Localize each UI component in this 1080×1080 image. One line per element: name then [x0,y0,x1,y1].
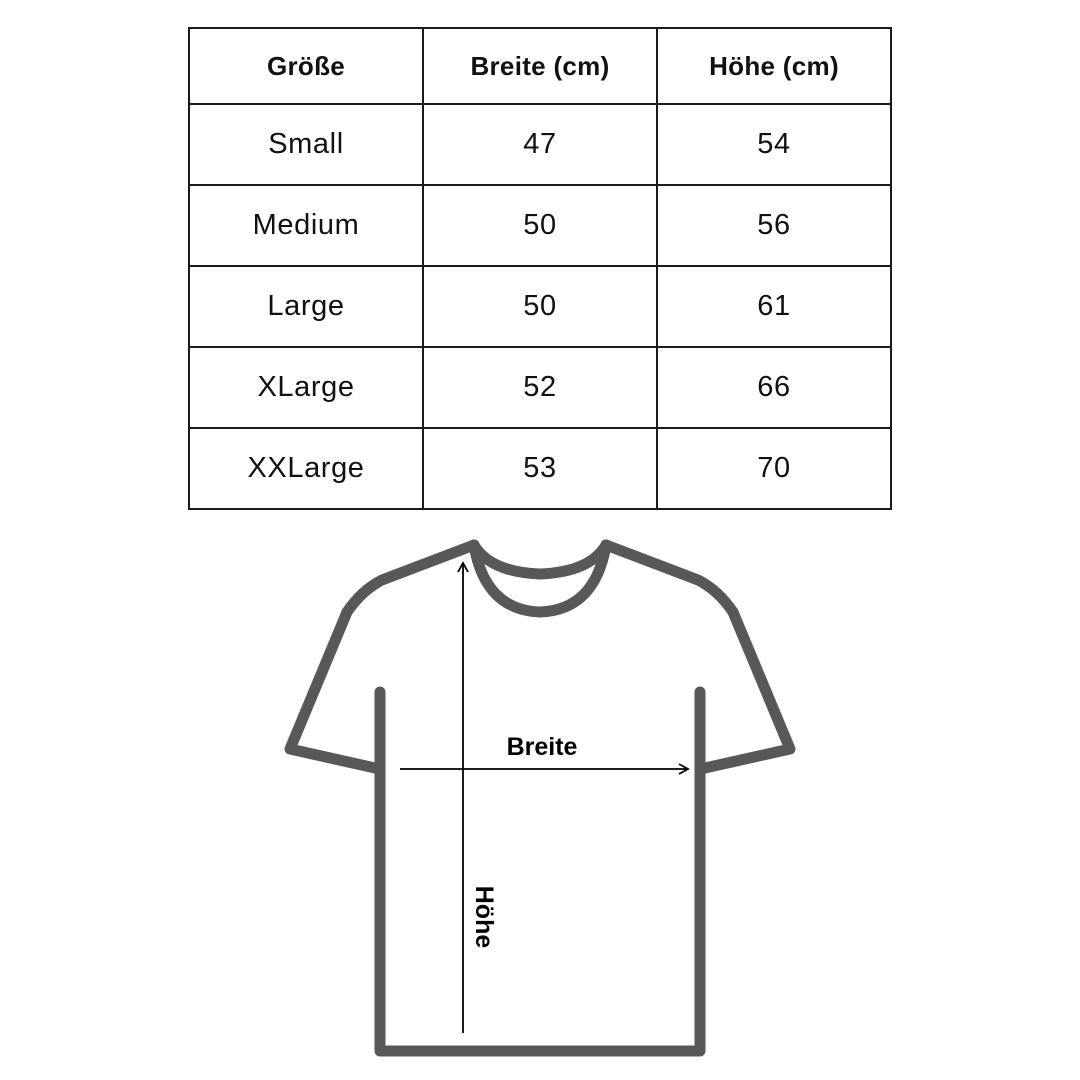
cell-height: 61 [657,266,891,347]
cell-width: 50 [423,266,657,347]
cell-width: 50 [423,185,657,266]
header-width: Breite (cm) [423,28,657,104]
width-label: Breite [506,733,578,761]
cell-size: XLarge [189,347,423,428]
height-label: Höhe [470,885,498,949]
cell-height: 66 [657,347,891,428]
cell-width: 53 [423,428,657,509]
header-height: Höhe (cm) [657,28,891,104]
tshirt-outline-icon [290,545,790,1051]
cell-width: 52 [423,347,657,428]
tshirt-collar-inner [474,545,606,574]
cell-width: 47 [423,104,657,185]
cell-size: Medium [189,185,423,266]
cell-height: 56 [657,185,891,266]
header-size: Größe [189,28,423,104]
cell-height: 54 [657,104,891,185]
cell-size: XXLarge [189,428,423,509]
cell-size: Small [189,104,423,185]
cell-size: Large [189,266,423,347]
cell-height: 70 [657,428,891,509]
